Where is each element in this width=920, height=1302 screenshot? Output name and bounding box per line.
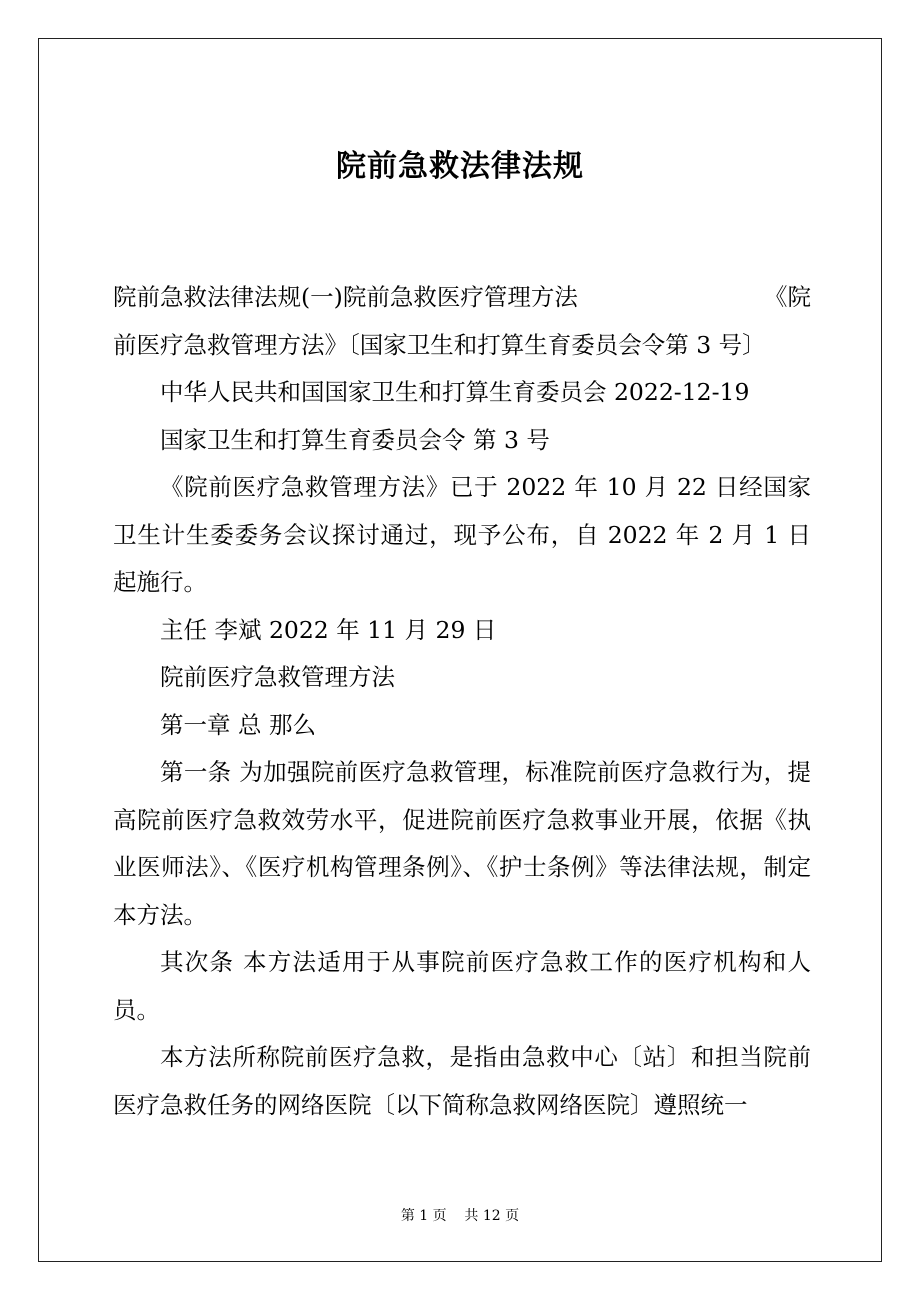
signature-paragraph: 主任 李斌 2022 年 11 月 29 日 (160, 615, 497, 644)
announcement-paragraph: 《院前医疗急救管理方法》已于 2022 年 10 月 22 日经国家卫生计生委委务会议探讨通过，现予公布，自 2022 年 2 月 1 日起施行。 (113, 473, 811, 596)
intro-line (113, 274, 811, 322)
issuer-date-paragraph: 中华人民共和国国家卫生和打算生育委员会 2022-12-19 (160, 378, 750, 406)
definition-paragraph: 本方法所称院前医疗急救，是指由急救中心〔站〕和担当院前医疗急救任务的网络医院〔以下简称急救网络医院〕遵照统一 (113, 1043, 811, 1119)
page-footer (0, 1206, 920, 1226)
decree-number-paragraph: 国家卫生和打算生育委员会令 第 3 号 (160, 425, 550, 454)
intro-continuation: 前医疗急救管理方法》〔国家卫生和打算生育委员会令第 3 号〕 (113, 330, 766, 359)
document-body (113, 274, 811, 1129)
article-1-paragraph: 第一条 为加强院前医疗急救管理，标准院前医疗急救行为，提高院前医疗急救效劳水平，促进院前医疗急救事业开展，依据《执业医师法》、《医疗机构管理条例》、《护士条例》等法律法规，制定本方法。 (113, 758, 811, 929)
article-2-paragraph: 其次条 本方法适用于从事院前医疗急救工作的医疗机构和人员。 (113, 948, 811, 1024)
intro-heading: 院前急救法律法规(一)院前急救医疗管理方法 (113, 283, 578, 311)
document-title: 院前急救法律法规 (336, 149, 584, 184)
page-number: 第 1 页 共 12 页 (400, 1208, 520, 1224)
intro-quote-start: 《院 (764, 283, 811, 311)
chapter-heading: 第一章 总 那么 (160, 710, 316, 739)
regulation-title-paragraph: 院前医疗急救管理方法 (160, 663, 395, 691)
